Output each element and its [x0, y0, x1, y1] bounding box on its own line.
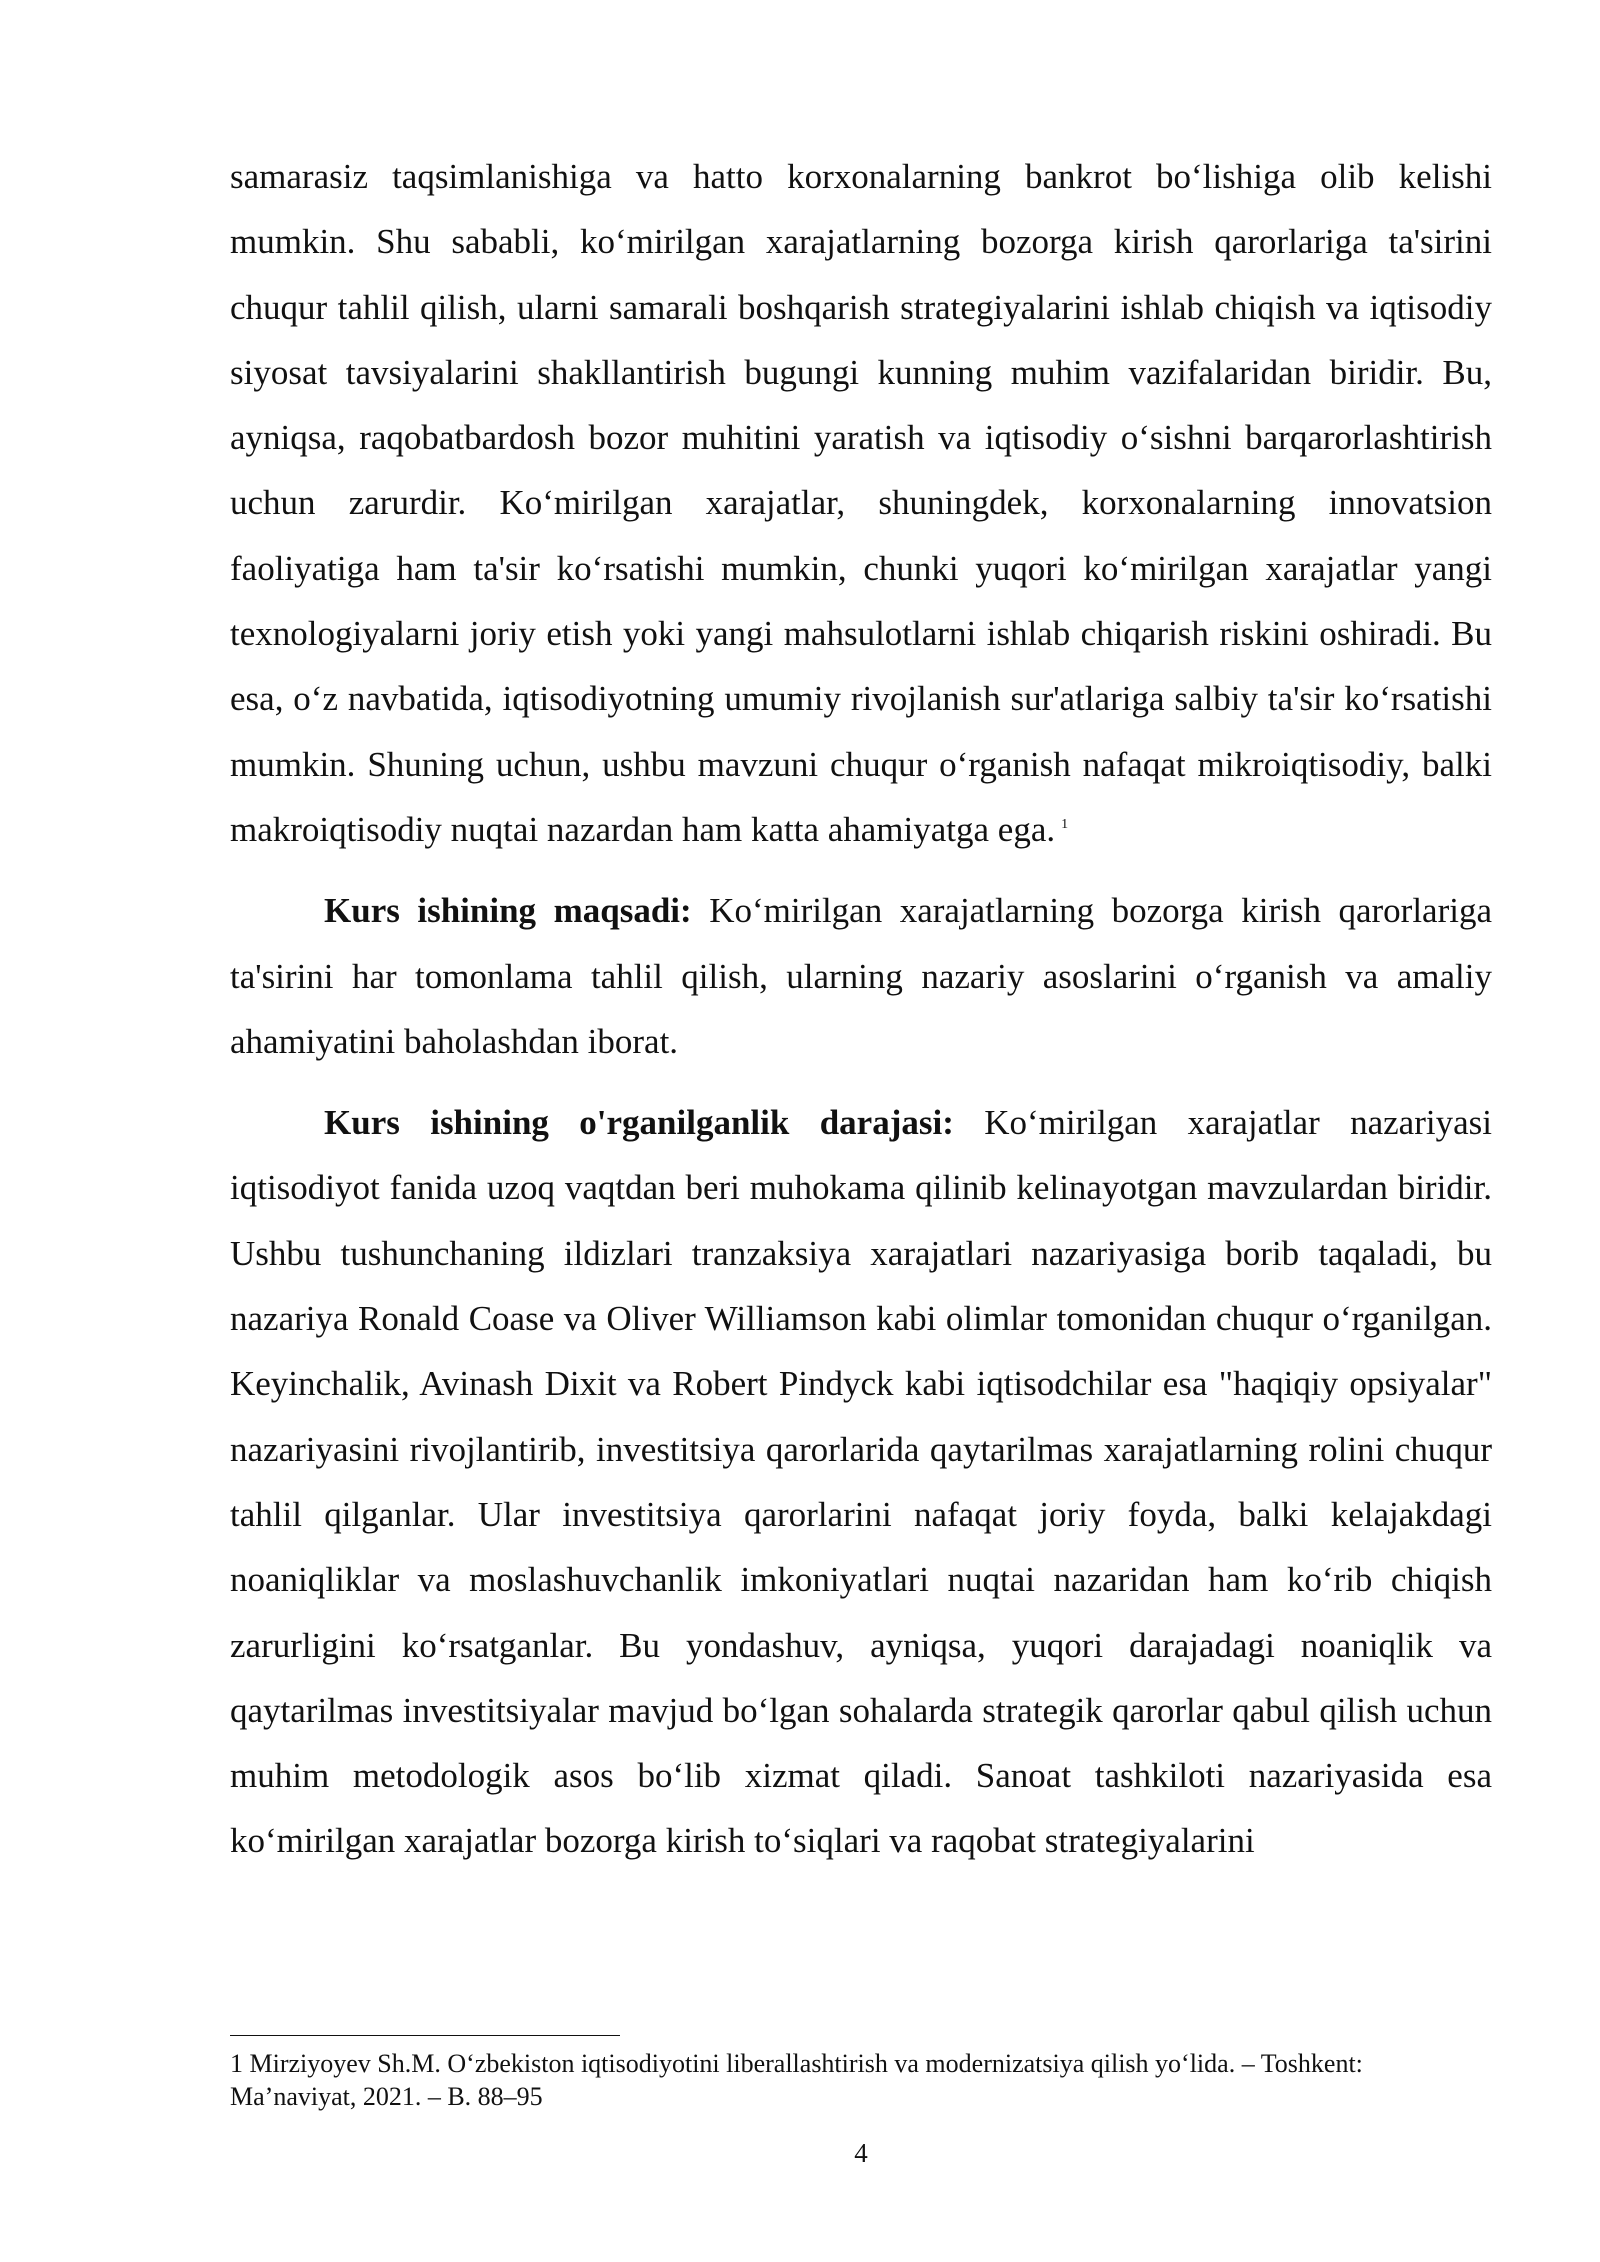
footnote-separator	[230, 2035, 620, 2036]
paragraph-text: samarasiz taqsimlanishiga va hatto korxonalarning bankrot bo‘lishiga olib kelishi mumkin. Shu sababli, ko‘mirilgan xarajatlarning bozorga kirish qarorlariga ta'sirini chuqur tahlil qilish, ularni samarali boshqarish strategiyalarini ishlab chiqish va iqtisodiy siyosat tavsiyalarini shakllantirish bugungi kunning muhim vazifalaridan biridir. Bu, ayniqsa, raqobatbardosh bozor muhitini yaratish va iqtisodiy o‘sishni barqarorlashtirish uchun zarurdir. Ko‘mirilgan xarajatlar, shuningdek, korxonalarning innovatsion faoliyatiga ham ta'sir ko‘rsatishi mumkin, chunki yuqori ko‘mirilgan xarajatlar yangi texnologiyalarni joriy etish yoki yangi mahsulotlarni ishlab chiqarish riskini oshiradi. Bu esa, o‘z navbatida, iqtisodiyotning umumiy rivojlanish sur'atlariga salbiy ta'sir ko‘rsatishi mumkin. Shuning uchun, ushbu mavzuni chuqur o‘rganish nafaqat mikroiqtisodiy, balki makroiqtisodiy nuqtai nazardan ham katta ahamiyatga ega.	[230, 157, 1492, 849]
goal-heading: Kurs ishining maqsadi:	[324, 891, 692, 931]
paragraph-intro-continuation	[230, 144, 1492, 862]
page-number: 4	[854, 2138, 868, 2168]
footnote: 1 Mirziyoyev Sh.M. O‘zbekiston iqtisodiyotini liberallashtirish va modernizatsiya qilish yo‘lida. – Toshkent: Ma’naviyat, 2021. – B. 88–95	[230, 2049, 1363, 2111]
goal-text: Ko‘mirilgan xarajatlarning bozorga kirish qarorlariga ta'sirini har tomonlama tahlil qilish, ularning nazariy asoslarini o‘rganish va amaliy ahamiyatini baholashdan iborat.	[230, 891, 1492, 1061]
study-level-heading: Kurs ishining o'rganilganlik darajasi:	[324, 1103, 954, 1143]
paragraph-goal	[230, 878, 1492, 1074]
footnote-reference: 1	[1061, 817, 1069, 833]
body-text	[230, 144, 1492, 1874]
study-level-text: Ko‘mirilgan xarajatlar nazariyasi iqtisodiyot fanida uzoq vaqtdan beri muhokama qilinib kelinayotgan mavzulardan biridir. Ushbu tushunchaning ildizlari tranzaksiya xarajatlari nazariyasiga borib taqaladi, bu nazariya Ronald Coase va Oliver Williamson kabi olimlar tomonidan chuqur o‘rganilgan. Keyinchalik, Avinash Dixit va Robert Pindyck kabi iqtisodchilar esa "haqiqiy opsiyalar" nazariyasini rivojlantirib, investitsiya qarorlarida qaytarilmas xarajatlarning rolini chuqur tahlil qilganlar. Ular investitsiya qarorlarini nafaqat joriy foyda, balki kelajakdagi noaniqliklar va moslashuvchanlik imkoniyatlari nuqtai nazaridan ham ko‘rib chiqish zarurligini ko‘rsatganlar. Bu yondashuv, ayniqsa, yuqori darajadagi noaniqlik va qaytarilmas investitsiyalar mavjud bo‘lgan sohalarda strategik qarorlar qabul qilish uchun muhim metodologik asos bo‘lib xizmat qiladi. Sanoat tashkiloti nazariyasida esa ko‘mirilgan xarajatlar bozorga kirish to‘siqlari va raqobat strategiyalarini	[230, 1103, 1492, 1861]
paragraph-study-level	[230, 1090, 1492, 1874]
